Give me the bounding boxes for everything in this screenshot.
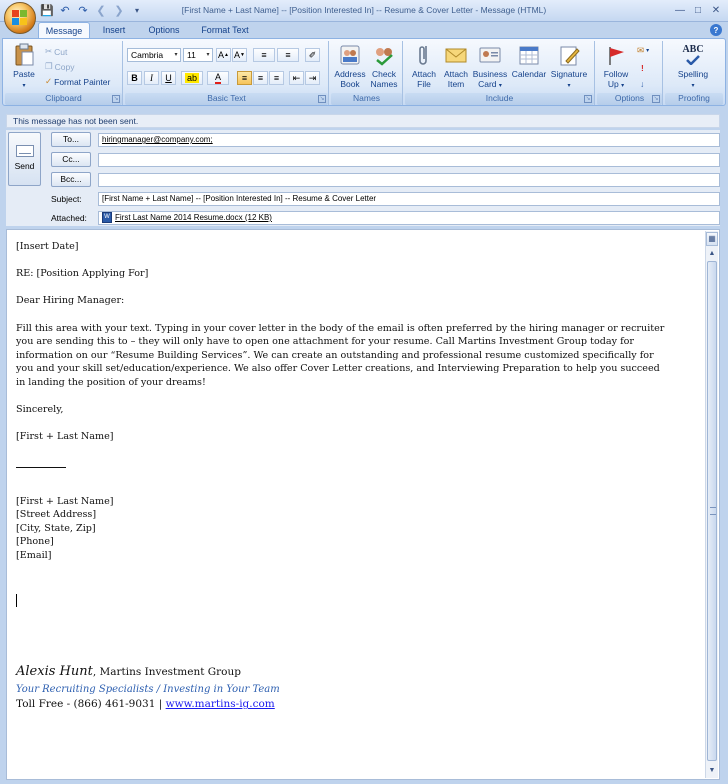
options-launcher-icon[interactable]: ↘: [653, 96, 659, 102]
signature-company: , Martins Investment Group: [92, 666, 241, 679]
contact-phone: [Phone]: [16, 536, 54, 548]
greeting: Dear Hiring Manager:: [16, 295, 125, 307]
signature-name: Alexis Hunt: [16, 664, 93, 680]
proofing-group: [665, 41, 723, 105]
office-button[interactable]: [4, 2, 36, 34]
body-paragraph: Fill this area with your text. Typing in your cover letter in the body of the email is often preferred by the hiring manager or recruiter you are sending this to – they will only have to open one attachment for your resume. Call Martins Investment Group today for information on our “Resume Building Services”. We can create an outstanding and professional resume customized specifically for you and your skill set/education/experience. We also offer Cover Letter creations, and Interviewing Preparation to help you succeed in landing the position of your dreams!: [16, 322, 665, 388]
names-group-label: Names: [331, 93, 402, 105]
clipboard-group-label: Clipboard: [5, 93, 122, 105]
to-field[interactable]: hiringmanager@company.com;: [98, 133, 720, 147]
re-line: RE: [Position Applying For]: [16, 268, 149, 280]
attach-item-button[interactable]: Attach Item: [439, 43, 473, 91]
signature-button[interactable]: Signature ▾: [549, 43, 589, 91]
contact-street: [Street Address]: [16, 509, 97, 521]
word-document-icon: W: [102, 212, 112, 223]
copy-icon: ❐: [45, 61, 53, 71]
low-importance-icon[interactable]: ↓: [640, 78, 645, 89]
spelling-icon: ABC: [680, 43, 706, 67]
include-launcher-icon[interactable]: ↘: [585, 96, 591, 102]
basic-text-group-label: Basic Text: [125, 93, 328, 105]
attachment-link[interactable]: First Last Name 2014 Resume.docx (12 KB): [115, 213, 272, 222]
close-icon[interactable]: ✕: [711, 4, 721, 16]
paste-button[interactable]: Paste ▾: [7, 43, 41, 91]
clear-formatting-icon[interactable]: ✐: [305, 48, 320, 62]
bcc-button[interactable]: Bcc...: [51, 172, 91, 187]
business-card-button[interactable]: Business Card ▾: [471, 43, 509, 91]
clipboard-group: [5, 41, 123, 105]
brush-icon: ✓: [45, 76, 53, 86]
follow-up-button[interactable]: Follow Up ▾: [599, 43, 633, 91]
include-group-label: Include: [405, 93, 594, 105]
include-group: [405, 41, 595, 105]
bullets-icon[interactable]: ≡: [253, 48, 275, 62]
save-icon[interactable]: 💾: [40, 4, 54, 17]
font-color-icon[interactable]: A: [207, 71, 229, 85]
undo-icon[interactable]: ↶: [60, 4, 70, 17]
subject-label: Subject:: [51, 194, 82, 204]
check-names-button[interactable]: Check Names: [367, 43, 401, 91]
italic-icon[interactable]: I: [144, 71, 159, 85]
cc-button[interactable]: Cc...: [51, 152, 91, 167]
flag-icon: [603, 43, 629, 67]
attached-label: Attached:: [51, 213, 87, 223]
info-bar: This message has not been sent.: [6, 114, 720, 128]
spelling-button[interactable]: ABC Spelling ▾: [677, 44, 709, 89]
window-title: [First Name + Last Name] -- [Position Interested In] -- Resume & Cover Letter - Message (HTML): [181, 5, 547, 15]
to-button[interactable]: To...: [51, 132, 91, 147]
vertical-scrollbar[interactable]: [705, 231, 718, 778]
business-card-icon: [477, 43, 503, 67]
send-button[interactable]: Send: [8, 132, 41, 186]
names-group: [331, 41, 403, 105]
calendar-icon: [516, 43, 542, 67]
sender-name-placeholder: [First + Last Name]: [16, 431, 114, 443]
cut-button[interactable]: ✂ Cut: [45, 46, 68, 57]
redo-icon[interactable]: ↷: [78, 4, 88, 17]
message-header: [6, 130, 720, 226]
align-center-icon[interactable]: ≡: [253, 71, 268, 85]
permission-icon: ✉: [637, 45, 645, 55]
bcc-field[interactable]: [98, 173, 720, 187]
signature-block: [16, 665, 666, 680]
tab-options[interactable]: Options: [148, 25, 180, 35]
message-body[interactable]: [6, 229, 720, 780]
permission-button[interactable]: ✉ ▾: [637, 45, 650, 55]
next-icon[interactable]: ❯: [114, 4, 124, 17]
envelope-icon: [443, 43, 469, 67]
attachment-field: [98, 211, 720, 225]
paperclip-icon: [411, 43, 437, 67]
align-left-icon[interactable]: ≡: [237, 71, 252, 85]
options-group: [597, 41, 663, 105]
attach-file-button[interactable]: Attach File: [407, 43, 441, 91]
tab-insert[interactable]: Insert: [102, 25, 126, 35]
calendar-button[interactable]: Calendar: [511, 43, 547, 91]
help-icon[interactable]: ?: [710, 24, 722, 36]
signature-line: [16, 458, 66, 468]
scroll-up-icon[interactable]: ▲: [708, 250, 716, 257]
minimize-icon[interactable]: —: [675, 4, 685, 16]
prev-icon[interactable]: ❮: [96, 4, 106, 17]
customize-icon[interactable]: ▾: [134, 5, 139, 15]
contact-city: [City, State, Zip]: [16, 522, 96, 534]
options-group-label: Options: [597, 93, 662, 105]
scroll-thumb[interactable]: [707, 261, 717, 761]
format-painter-button[interactable]: ✓ Format Painter: [45, 76, 111, 87]
send-icon: [16, 145, 34, 157]
align-right-icon[interactable]: ≡: [269, 71, 284, 85]
contact-email: [Email]: [16, 550, 52, 562]
font-name-select[interactable]: Cambria ▾: [127, 48, 181, 62]
date-line: [Insert Date]: [16, 241, 79, 252]
address-book-icon: [337, 43, 363, 67]
bold-icon[interactable]: B: [127, 71, 142, 85]
cc-field[interactable]: [98, 153, 720, 167]
scissors-icon: ✂: [45, 46, 53, 56]
signature-tagline: Your Recruiting Specialists / Investing in Your Team: [16, 683, 280, 695]
basic-text-group: [125, 41, 329, 105]
proofing-group-label: Proofing: [665, 93, 723, 105]
check-names-icon: [371, 43, 397, 67]
ribbon-tabs: [0, 22, 728, 38]
ruler-toggle-icon[interactable]: ▦: [706, 232, 718, 246]
website-link[interactable]: www.martins-ig.com: [165, 698, 275, 711]
underline-icon[interactable]: U: [161, 71, 176, 85]
ribbon: [2, 38, 726, 106]
basic-text-launcher-icon[interactable]: ↘: [319, 96, 325, 102]
numbering-icon[interactable]: ≡: [277, 48, 299, 62]
font-size-select[interactable]: 11 ▾: [183, 48, 213, 62]
clipboard-launcher-icon[interactable]: ↘: [113, 96, 119, 102]
closing: Sincerely,: [16, 404, 64, 416]
shrink-font-icon[interactable]: A ▼: [232, 48, 247, 62]
maximize-icon[interactable]: □: [694, 4, 702, 16]
signature-icon: [556, 43, 582, 67]
grow-font-icon[interactable]: A ▲: [216, 48, 231, 62]
title-bar: [0, 0, 728, 22]
office-logo-icon: [12, 10, 28, 26]
tab-message[interactable]: Message: [38, 22, 90, 38]
window-controls: [672, 3, 724, 17]
text-cursor: [16, 594, 17, 607]
body-text: [16, 240, 666, 712]
increase-indent-icon[interactable]: ⇥: [305, 71, 320, 85]
scroll-down-icon[interactable]: ▼: [708, 767, 716, 774]
signature-contact: Toll Free - (866) 461-9031 | www.martins-ig.com: [16, 698, 275, 711]
contact-name: [First + Last Name]: [16, 495, 114, 507]
address-book-button[interactable]: Address Book: [333, 43, 367, 91]
decrease-indent-icon[interactable]: ⇤: [289, 71, 304, 85]
paste-icon: [11, 43, 37, 67]
copy-button[interactable]: ❐ Copy: [45, 61, 75, 72]
high-importance-icon[interactable]: !: [641, 62, 644, 73]
tab-format-text[interactable]: Format Text: [201, 25, 249, 35]
highlight-icon[interactable]: ab: [181, 71, 203, 85]
subject-field[interactable]: [First Name + Last Name] -- [Position Interested In] -- Resume & Cover Letter: [98, 192, 720, 206]
